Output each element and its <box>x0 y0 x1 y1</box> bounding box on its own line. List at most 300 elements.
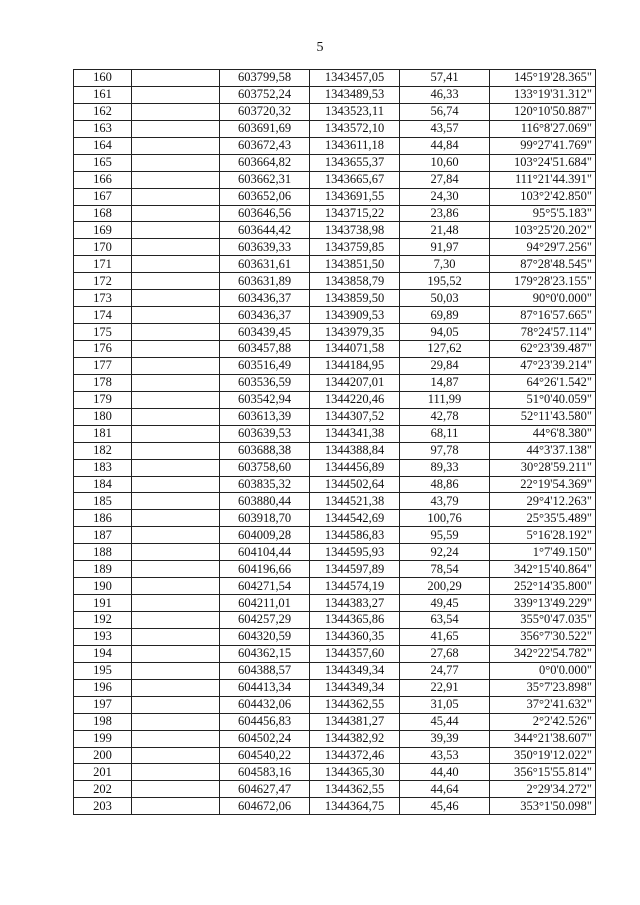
x-coordinate-cell: 604271,54 <box>220 578 310 595</box>
x-coordinate-cell: 603644,42 <box>220 222 310 239</box>
table-row <box>74 103 596 120</box>
empty-cell <box>132 645 220 662</box>
x-coordinate-cell: 603542,94 <box>220 391 310 408</box>
table-row <box>74 459 596 476</box>
length-cell: 46,33 <box>400 86 490 103</box>
y-coordinate-cell: 1344597,89 <box>310 561 400 578</box>
x-coordinate-cell: 604196,66 <box>220 561 310 578</box>
y-coordinate-cell: 1343523,11 <box>310 103 400 120</box>
point-number-cell: 198 <box>74 713 132 730</box>
length-cell: 42,78 <box>400 408 490 425</box>
direction-angle-cell: 355°0'47.035" <box>490 612 596 629</box>
point-number-cell: 185 <box>74 493 132 510</box>
direction-angle-cell: 2°2'42.526" <box>490 713 596 730</box>
empty-cell <box>132 527 220 544</box>
x-coordinate-cell: 604583,16 <box>220 764 310 781</box>
table-row <box>74 137 596 154</box>
direction-angle-cell: 62°23'39.487" <box>490 341 596 358</box>
x-coordinate-cell: 604540,22 <box>220 747 310 764</box>
x-coordinate-cell: 604320,59 <box>220 628 310 645</box>
empty-cell <box>132 781 220 798</box>
empty-cell <box>132 510 220 527</box>
empty-cell <box>132 290 220 307</box>
table-row <box>74 86 596 103</box>
table-row <box>74 595 596 612</box>
length-cell: 10,60 <box>400 154 490 171</box>
empty-cell <box>132 747 220 764</box>
y-coordinate-cell: 1343979,35 <box>310 324 400 341</box>
length-cell: 14,87 <box>400 374 490 391</box>
direction-angle-cell: 350°19'12.022" <box>490 747 596 764</box>
x-coordinate-cell: 603835,32 <box>220 476 310 493</box>
y-coordinate-cell: 1343457,05 <box>310 70 400 87</box>
x-coordinate-cell: 603758,60 <box>220 459 310 476</box>
length-cell: 27,84 <box>400 171 490 188</box>
direction-angle-cell: 342°15'40.864" <box>490 561 596 578</box>
y-coordinate-cell: 1344362,55 <box>310 781 400 798</box>
empty-cell <box>132 713 220 730</box>
empty-cell <box>132 222 220 239</box>
x-coordinate-cell: 603631,89 <box>220 273 310 290</box>
direction-angle-cell: 179°28'23.155" <box>490 273 596 290</box>
direction-angle-cell: 103°24'51.684" <box>490 154 596 171</box>
direction-angle-cell: 35°7'23.898" <box>490 679 596 696</box>
table-row <box>74 442 596 459</box>
point-number-cell: 195 <box>74 662 132 679</box>
empty-cell <box>132 188 220 205</box>
direction-angle-cell: 342°22'54.782" <box>490 645 596 662</box>
length-cell: 44,40 <box>400 764 490 781</box>
x-coordinate-cell: 603639,53 <box>220 425 310 442</box>
table-row <box>74 222 596 239</box>
empty-cell <box>132 662 220 679</box>
table-row <box>74 645 596 662</box>
empty-cell <box>132 120 220 137</box>
empty-cell <box>132 357 220 374</box>
point-number-cell: 199 <box>74 730 132 747</box>
y-coordinate-cell: 1344184,95 <box>310 357 400 374</box>
x-coordinate-cell: 603436,37 <box>220 307 310 324</box>
y-coordinate-cell: 1344365,86 <box>310 612 400 629</box>
table-row <box>74 493 596 510</box>
y-coordinate-cell: 1343715,22 <box>310 205 400 222</box>
point-number-cell: 176 <box>74 341 132 358</box>
x-coordinate-cell: 603688,38 <box>220 442 310 459</box>
y-coordinate-cell: 1343738,98 <box>310 222 400 239</box>
table-row <box>74 527 596 544</box>
direction-angle-cell: 356°7'30.522" <box>490 628 596 645</box>
y-coordinate-cell: 1343851,50 <box>310 256 400 273</box>
length-cell: 49,45 <box>400 595 490 612</box>
y-coordinate-cell: 1344542,69 <box>310 510 400 527</box>
table-row <box>74 239 596 256</box>
point-number-cell: 191 <box>74 595 132 612</box>
table-row <box>74 120 596 137</box>
y-coordinate-cell: 1344383,27 <box>310 595 400 612</box>
point-number-cell: 188 <box>74 544 132 561</box>
length-cell: 44,84 <box>400 137 490 154</box>
direction-angle-cell: 44°3'37.138" <box>490 442 596 459</box>
empty-cell <box>132 391 220 408</box>
y-coordinate-cell: 1344360,35 <box>310 628 400 645</box>
y-coordinate-cell: 1344574,19 <box>310 578 400 595</box>
empty-cell <box>132 578 220 595</box>
point-number-cell: 160 <box>74 70 132 87</box>
length-cell: 45,44 <box>400 713 490 730</box>
table-row <box>74 290 596 307</box>
point-number-cell: 186 <box>74 510 132 527</box>
x-coordinate-cell: 603880,44 <box>220 493 310 510</box>
length-cell: 111,99 <box>400 391 490 408</box>
point-number-cell: 201 <box>74 764 132 781</box>
length-cell: 31,05 <box>400 696 490 713</box>
point-number-cell: 173 <box>74 290 132 307</box>
length-cell: 200,29 <box>400 578 490 595</box>
point-number-cell: 175 <box>74 324 132 341</box>
empty-cell <box>132 256 220 273</box>
empty-cell <box>132 273 220 290</box>
x-coordinate-cell: 604362,15 <box>220 645 310 662</box>
point-number-cell: 168 <box>74 205 132 222</box>
point-number-cell: 180 <box>74 408 132 425</box>
empty-cell <box>132 679 220 696</box>
direction-angle-cell: 44°6'8.380" <box>490 425 596 442</box>
point-number-cell: 183 <box>74 459 132 476</box>
empty-cell <box>132 612 220 629</box>
empty-cell <box>132 374 220 391</box>
point-number-cell: 165 <box>74 154 132 171</box>
y-coordinate-cell: 1343859,50 <box>310 290 400 307</box>
table-row <box>74 70 596 87</box>
y-coordinate-cell: 1344521,38 <box>310 493 400 510</box>
empty-cell <box>132 239 220 256</box>
point-number-cell: 169 <box>74 222 132 239</box>
y-coordinate-cell: 1344364,75 <box>310 798 400 815</box>
direction-angle-cell: 64°26'1.542" <box>490 374 596 391</box>
table-row <box>74 798 596 815</box>
length-cell: 100,76 <box>400 510 490 527</box>
length-cell: 24,77 <box>400 662 490 679</box>
direction-angle-cell: 52°11'43.580" <box>490 408 596 425</box>
point-number-cell: 182 <box>74 442 132 459</box>
table-row <box>74 662 596 679</box>
direction-angle-cell: 133°19'31.312" <box>490 86 596 103</box>
direction-angle-cell: 353°1'50.098" <box>490 798 596 815</box>
length-cell: 50,03 <box>400 290 490 307</box>
point-number-cell: 193 <box>74 628 132 645</box>
direction-angle-cell: 2°29'34.272" <box>490 781 596 798</box>
y-coordinate-cell: 1344362,55 <box>310 696 400 713</box>
x-coordinate-cell: 603652,06 <box>220 188 310 205</box>
y-coordinate-cell: 1343572,10 <box>310 120 400 137</box>
x-coordinate-cell: 604257,29 <box>220 612 310 629</box>
y-coordinate-cell: 1343665,67 <box>310 171 400 188</box>
y-coordinate-cell: 1344349,34 <box>310 662 400 679</box>
x-coordinate-cell: 603457,88 <box>220 341 310 358</box>
x-coordinate-cell: 603516,49 <box>220 357 310 374</box>
empty-cell <box>132 86 220 103</box>
y-coordinate-cell: 1344372,46 <box>310 747 400 764</box>
point-number-cell: 177 <box>74 357 132 374</box>
x-coordinate-cell: 604627,47 <box>220 781 310 798</box>
point-number-cell: 187 <box>74 527 132 544</box>
direction-angle-cell: 5°16'28.192" <box>490 527 596 544</box>
length-cell: 39,39 <box>400 730 490 747</box>
direction-angle-cell: 51°0'40.059" <box>490 391 596 408</box>
point-number-cell: 203 <box>74 798 132 815</box>
empty-cell <box>132 205 220 222</box>
table-row <box>74 764 596 781</box>
direction-angle-cell: 0°0'0.000" <box>490 662 596 679</box>
y-coordinate-cell: 1343691,55 <box>310 188 400 205</box>
direction-angle-cell: 103°2'42.850" <box>490 188 596 205</box>
empty-cell <box>132 408 220 425</box>
y-coordinate-cell: 1344381,27 <box>310 713 400 730</box>
empty-cell <box>132 171 220 188</box>
table-row <box>74 696 596 713</box>
x-coordinate-cell: 604211,01 <box>220 595 310 612</box>
direction-angle-cell: 111°21'44.391" <box>490 171 596 188</box>
empty-cell <box>132 442 220 459</box>
empty-cell <box>132 730 220 747</box>
length-cell: 43,53 <box>400 747 490 764</box>
table-row <box>74 425 596 442</box>
length-cell: 23,86 <box>400 205 490 222</box>
direction-angle-cell: 90°0'0.000" <box>490 290 596 307</box>
table-row <box>74 188 596 205</box>
y-coordinate-cell: 1344349,34 <box>310 679 400 696</box>
x-coordinate-cell: 603639,33 <box>220 239 310 256</box>
point-number-cell: 194 <box>74 645 132 662</box>
length-cell: 95,59 <box>400 527 490 544</box>
x-coordinate-cell: 603436,37 <box>220 290 310 307</box>
direction-angle-cell: 95°5'5.183" <box>490 205 596 222</box>
length-cell: 195,52 <box>400 273 490 290</box>
table-row <box>74 510 596 527</box>
table-row <box>74 307 596 324</box>
direction-angle-cell: 145°19'28.365" <box>490 70 596 87</box>
direction-angle-cell: 29°4'12.263" <box>490 493 596 510</box>
empty-cell <box>132 595 220 612</box>
point-number-cell: 166 <box>74 171 132 188</box>
direction-angle-cell: 30°28'59.211" <box>490 459 596 476</box>
direction-angle-cell: 37°2'41.632" <box>490 696 596 713</box>
x-coordinate-cell: 604432,06 <box>220 696 310 713</box>
point-number-cell: 179 <box>74 391 132 408</box>
length-cell: 92,24 <box>400 544 490 561</box>
point-number-cell: 190 <box>74 578 132 595</box>
y-coordinate-cell: 1344382,92 <box>310 730 400 747</box>
table-row <box>74 730 596 747</box>
length-cell: 63,54 <box>400 612 490 629</box>
direction-angle-cell: 116°8'27.069" <box>490 120 596 137</box>
point-number-cell: 197 <box>74 696 132 713</box>
y-coordinate-cell: 1344586,83 <box>310 527 400 544</box>
x-coordinate-cell: 603631,61 <box>220 256 310 273</box>
point-number-cell: 181 <box>74 425 132 442</box>
point-number-cell: 174 <box>74 307 132 324</box>
table-row <box>74 273 596 290</box>
point-number-cell: 202 <box>74 781 132 798</box>
length-cell: 78,54 <box>400 561 490 578</box>
x-coordinate-cell: 603646,56 <box>220 205 310 222</box>
y-coordinate-cell: 1344220,46 <box>310 391 400 408</box>
point-number-cell: 196 <box>74 679 132 696</box>
direction-angle-cell: 344°21'38.607" <box>490 730 596 747</box>
y-coordinate-cell: 1343655,37 <box>310 154 400 171</box>
y-coordinate-cell: 1344365,30 <box>310 764 400 781</box>
x-coordinate-cell: 603613,39 <box>220 408 310 425</box>
empty-cell <box>132 493 220 510</box>
table-row <box>74 781 596 798</box>
table-row <box>74 391 596 408</box>
coordinates-table <box>73 69 596 815</box>
empty-cell <box>132 764 220 781</box>
point-number-cell: 189 <box>74 561 132 578</box>
point-number-cell: 163 <box>74 120 132 137</box>
table-row <box>74 544 596 561</box>
table-row <box>74 154 596 171</box>
length-cell: 57,41 <box>400 70 490 87</box>
x-coordinate-cell: 604388,57 <box>220 662 310 679</box>
table-row <box>74 205 596 222</box>
direction-angle-cell: 87°16'57.665" <box>490 307 596 324</box>
length-cell: 24,30 <box>400 188 490 205</box>
length-cell: 69,89 <box>400 307 490 324</box>
y-coordinate-cell: 1344357,60 <box>310 645 400 662</box>
y-coordinate-cell: 1343611,18 <box>310 137 400 154</box>
y-coordinate-cell: 1344456,89 <box>310 459 400 476</box>
x-coordinate-cell: 604104,44 <box>220 544 310 561</box>
length-cell: 48,86 <box>400 476 490 493</box>
empty-cell <box>132 307 220 324</box>
point-number-cell: 200 <box>74 747 132 764</box>
table-row <box>74 374 596 391</box>
length-cell: 29,84 <box>400 357 490 374</box>
empty-cell <box>132 154 220 171</box>
x-coordinate-cell: 604672,06 <box>220 798 310 815</box>
empty-cell <box>132 544 220 561</box>
y-coordinate-cell: 1343759,85 <box>310 239 400 256</box>
direction-angle-cell: 94°29'7.256" <box>490 239 596 256</box>
length-cell: 97,78 <box>400 442 490 459</box>
point-number-cell: 178 <box>74 374 132 391</box>
x-coordinate-cell: 604456,83 <box>220 713 310 730</box>
table-row <box>74 324 596 341</box>
length-cell: 68,11 <box>400 425 490 442</box>
direction-angle-cell: 47°23'39.214" <box>490 357 596 374</box>
point-number-cell: 164 <box>74 137 132 154</box>
table-row <box>74 357 596 374</box>
table-row <box>74 578 596 595</box>
table-row <box>74 256 596 273</box>
length-cell: 27,68 <box>400 645 490 662</box>
length-cell: 89,33 <box>400 459 490 476</box>
point-number-cell: 172 <box>74 273 132 290</box>
length-cell: 56,74 <box>400 103 490 120</box>
y-coordinate-cell: 1344388,84 <box>310 442 400 459</box>
length-cell: 94,05 <box>400 324 490 341</box>
x-coordinate-cell: 603664,82 <box>220 154 310 171</box>
direction-angle-cell: 87°28'48.545" <box>490 256 596 273</box>
length-cell: 7,30 <box>400 256 490 273</box>
direction-angle-cell: 1°7'49.150" <box>490 544 596 561</box>
empty-cell <box>132 103 220 120</box>
direction-angle-cell: 103°25'20.202" <box>490 222 596 239</box>
length-cell: 91,97 <box>400 239 490 256</box>
length-cell: 43,79 <box>400 493 490 510</box>
coordinates-table-body <box>74 70 596 815</box>
point-number-cell: 161 <box>74 86 132 103</box>
x-coordinate-cell: 603720,32 <box>220 103 310 120</box>
x-coordinate-cell: 603752,24 <box>220 86 310 103</box>
table-row <box>74 747 596 764</box>
direction-angle-cell: 339°13'49.229" <box>490 595 596 612</box>
length-cell: 41,65 <box>400 628 490 645</box>
point-number-cell: 171 <box>74 256 132 273</box>
empty-cell <box>132 696 220 713</box>
x-coordinate-cell: 604009,28 <box>220 527 310 544</box>
direction-angle-cell: 99°27'41.769" <box>490 137 596 154</box>
x-coordinate-cell: 603691,69 <box>220 120 310 137</box>
x-coordinate-cell: 603439,45 <box>220 324 310 341</box>
x-coordinate-cell: 604502,24 <box>220 730 310 747</box>
empty-cell <box>132 628 220 645</box>
x-coordinate-cell: 603662,31 <box>220 171 310 188</box>
page-number: 5 <box>316 40 324 55</box>
table-row <box>74 679 596 696</box>
table-row <box>74 171 596 188</box>
table-row <box>74 476 596 493</box>
x-coordinate-cell: 603672,43 <box>220 137 310 154</box>
direction-angle-cell: 252°14'35.800" <box>490 578 596 595</box>
length-cell: 22,91 <box>400 679 490 696</box>
y-coordinate-cell: 1344502,64 <box>310 476 400 493</box>
empty-cell <box>132 459 220 476</box>
y-coordinate-cell: 1343489,53 <box>310 86 400 103</box>
empty-cell <box>132 476 220 493</box>
y-coordinate-cell: 1344307,52 <box>310 408 400 425</box>
x-coordinate-cell: 604413,34 <box>220 679 310 696</box>
direction-angle-cell: 120°10'50.887" <box>490 103 596 120</box>
table-row <box>74 408 596 425</box>
empty-cell <box>132 137 220 154</box>
y-coordinate-cell: 1344595,93 <box>310 544 400 561</box>
point-number-cell: 184 <box>74 476 132 493</box>
length-cell: 44,64 <box>400 781 490 798</box>
empty-cell <box>132 425 220 442</box>
x-coordinate-cell: 603799,58 <box>220 70 310 87</box>
empty-cell <box>132 561 220 578</box>
table-row <box>74 341 596 358</box>
length-cell: 21,48 <box>400 222 490 239</box>
point-number-cell: 167 <box>74 188 132 205</box>
length-cell: 127,62 <box>400 341 490 358</box>
length-cell: 45,46 <box>400 798 490 815</box>
empty-cell <box>132 798 220 815</box>
empty-cell <box>132 341 220 358</box>
empty-cell <box>132 324 220 341</box>
table-row <box>74 628 596 645</box>
direction-angle-cell: 356°15'55.814" <box>490 764 596 781</box>
x-coordinate-cell: 603536,59 <box>220 374 310 391</box>
y-coordinate-cell: 1343858,79 <box>310 273 400 290</box>
y-coordinate-cell: 1344071,58 <box>310 341 400 358</box>
x-coordinate-cell: 603918,70 <box>220 510 310 527</box>
table-row <box>74 713 596 730</box>
direction-angle-cell: 25°35'5.489" <box>490 510 596 527</box>
direction-angle-cell: 78°24'57.114" <box>490 324 596 341</box>
